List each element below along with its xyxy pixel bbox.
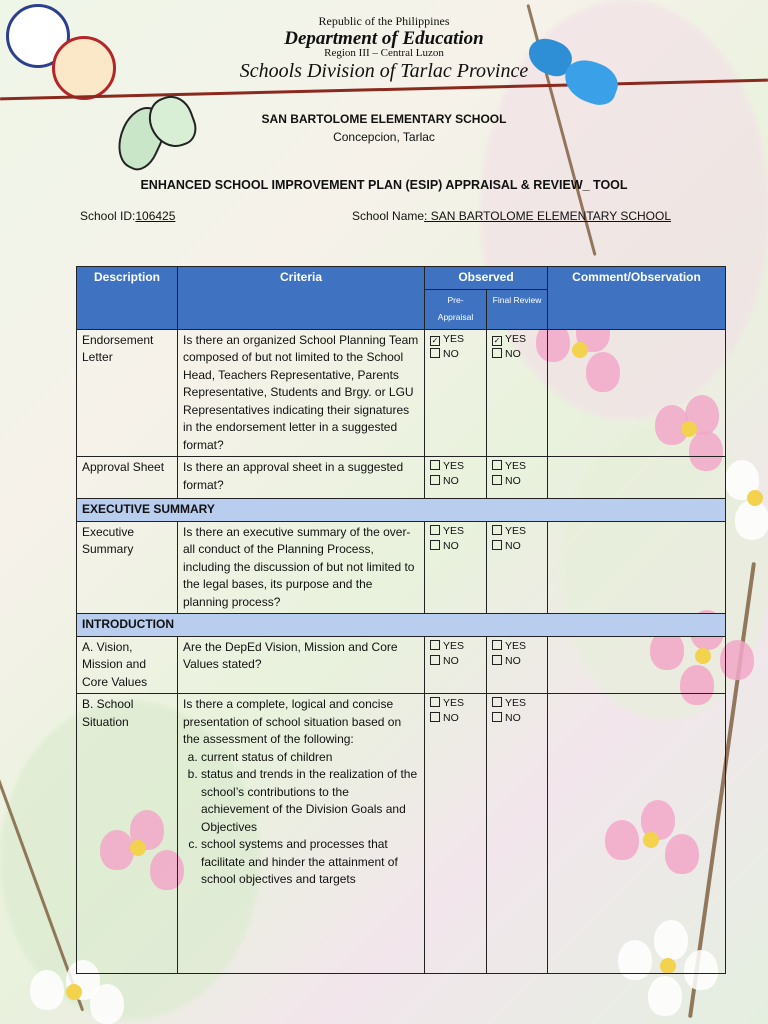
no-option[interactable]: NO: [492, 474, 542, 489]
final-review-cell: [487, 457, 548, 499]
table-row: [77, 457, 726, 499]
pre-appraisal-cell: [425, 521, 487, 614]
final-review-cell: [487, 694, 548, 974]
school-name-field: [352, 209, 671, 223]
pre-appraisal-cell: [425, 457, 487, 499]
description-cell: A. Vision, Mission and Core Values: [77, 636, 178, 694]
no-option[interactable]: NO: [492, 539, 542, 554]
comment-cell[interactable]: [548, 457, 726, 499]
criteria-cell: Is there a complete, logical and concise presentation of school situation based on the assessment of the following: a. current status of children b. status and trends in the realization of the school’s contributions to the achievement of the Division Goals and Objectives c. school systems and processes that facilitate and hinder the attainment of school objectives and targets: [178, 694, 425, 974]
table-row: [77, 636, 726, 694]
pre-appraisal-cell: [425, 329, 487, 457]
comment-cell[interactable]: [548, 521, 726, 614]
no-option[interactable]: NO: [492, 347, 542, 362]
checkbox-icon[interactable]: [492, 336, 502, 346]
no-option[interactable]: NO: [430, 539, 481, 554]
criteria-cell: Is there an executive summary of the over-all conduct of the Planning Process, including the discussion of but not limited to the legal bases, its purpose and the planning process?: [178, 521, 425, 614]
section-heading: EXECUTIVE SUMMARY: [77, 499, 726, 522]
criteria-subitem: c. school systems and processes that facilitate and hinder the attainment of school objectives and targets: [201, 836, 419, 889]
yes-option[interactable]: YES: [430, 696, 481, 711]
check-mark-icon: ✓: [493, 335, 501, 345]
header-observed: Observed: [425, 267, 548, 290]
yes-option[interactable]: ✓ YES: [431, 332, 465, 345]
section-heading: INTRODUCTION: [77, 614, 726, 637]
checkbox-icon[interactable]: [430, 655, 440, 665]
checkbox-icon[interactable]: [492, 475, 502, 485]
criteria-subitem: a. current status of children: [201, 749, 419, 767]
republic-line: Republic of the Philippines: [318, 14, 450, 28]
checkbox-icon[interactable]: [492, 712, 502, 722]
checkbox-icon[interactable]: [430, 525, 440, 535]
final-review-cell: [487, 636, 548, 694]
criteria-sublist: [183, 749, 419, 889]
no-option[interactable]: NO: [430, 474, 481, 489]
table-row: [77, 329, 726, 457]
checkbox-icon[interactable]: [430, 540, 440, 550]
description-cell: Approval Sheet: [77, 457, 178, 499]
yes-option[interactable]: YES: [430, 459, 481, 474]
header-comment: Comment/Observation: [548, 267, 726, 330]
division-line: Schools Division of Tarlac Province: [239, 60, 529, 82]
pre-appraisal-cell: [425, 694, 487, 974]
no-option[interactable]: NO: [492, 711, 542, 726]
yes-option[interactable]: YES: [492, 459, 542, 474]
checkbox-icon[interactable]: [430, 697, 440, 707]
school-name-value: : SAN BARTOLOME ELEMENTARY SCHOOL: [424, 209, 672, 223]
section-row: [77, 614, 726, 637]
checkbox-icon[interactable]: [430, 640, 440, 650]
description-cell: Endorsement Letter: [77, 329, 178, 457]
comment-cell[interactable]: [548, 694, 726, 974]
letterhead: [0, 0, 768, 110]
comment-cell[interactable]: [548, 329, 726, 457]
header-pre-appraisal: Pre-Appraisal: [425, 289, 487, 329]
pre-appraisal-cell: [425, 636, 487, 694]
checkbox-icon[interactable]: [430, 460, 440, 470]
criteria-cell: Is there an approval sheet in a suggested format?: [178, 457, 425, 499]
checkbox-icon[interactable]: [492, 640, 502, 650]
department-line: Department of Education: [284, 28, 484, 49]
checkbox-icon[interactable]: [492, 697, 502, 707]
table-row: [77, 694, 726, 974]
check-mark-icon: ✓: [431, 335, 439, 345]
checkbox-icon[interactable]: [492, 460, 502, 470]
header-final-review: Final Review: [487, 289, 548, 329]
description-cell: B. School Situation: [77, 694, 178, 974]
yes-option[interactable]: YES: [492, 696, 542, 711]
criteria-cell: Is there an organized School Planning Team composed of but not limited to the School Head, Teachers Representative, Parents Representative, Students and Brgy. or LGU Representatives indicating their signatures in the endorsement letter in a suggested format?: [178, 329, 425, 457]
school-id-label: School ID:: [80, 209, 136, 223]
yes-option[interactable]: YES: [492, 524, 542, 539]
final-review-cell: [487, 329, 548, 457]
table-row: [77, 521, 726, 614]
checkbox-icon[interactable]: [430, 336, 440, 346]
description-cell: Executive Summary: [77, 521, 178, 614]
no-option[interactable]: NO: [430, 347, 481, 362]
checkbox-icon[interactable]: [492, 348, 502, 358]
yes-option[interactable]: YES: [430, 524, 481, 539]
no-option[interactable]: NO: [430, 711, 481, 726]
header-criteria: Criteria: [178, 267, 425, 330]
checkbox-icon[interactable]: [430, 712, 440, 722]
header-description: Description: [77, 267, 178, 330]
appraisal-table: [76, 266, 726, 974]
section-row: [77, 499, 726, 522]
region-line: Region III – Central Luzon: [324, 47, 444, 59]
yes-option[interactable]: YES: [430, 639, 481, 654]
school-location: Concepcion, Tarlac: [333, 130, 435, 144]
yes-option[interactable]: YES: [492, 639, 542, 654]
school-name-label: School Name: [352, 209, 425, 223]
no-option[interactable]: NO: [430, 654, 481, 669]
no-option[interactable]: NO: [492, 654, 542, 669]
checkbox-icon[interactable]: [492, 525, 502, 535]
school-id-value: 106425: [135, 209, 176, 223]
checkbox-icon[interactable]: [492, 540, 502, 550]
checkbox-icon[interactable]: [430, 475, 440, 485]
comment-cell[interactable]: [548, 636, 726, 694]
checkbox-icon[interactable]: [492, 655, 502, 665]
school-name-heading: SAN BARTOLOME ELEMENTARY SCHOOL: [261, 112, 507, 126]
criteria-cell: Are the DepEd Vision, Mission and Core Values stated?: [178, 636, 425, 694]
document-title: ENHANCED SCHOOL IMPROVEMENT PLAN (ESIP) APPRAISAL & REVIEW_ TOOL: [140, 178, 628, 192]
final-review-cell: [487, 521, 548, 614]
checkbox-icon[interactable]: [430, 348, 440, 358]
criteria-subitem: b. status and trends in the realization of the school’s contributions to the achievement of the Division Goals and Objectives: [201, 766, 419, 836]
yes-option[interactable]: ✓ YES: [493, 332, 527, 345]
school-id: [80, 209, 175, 223]
